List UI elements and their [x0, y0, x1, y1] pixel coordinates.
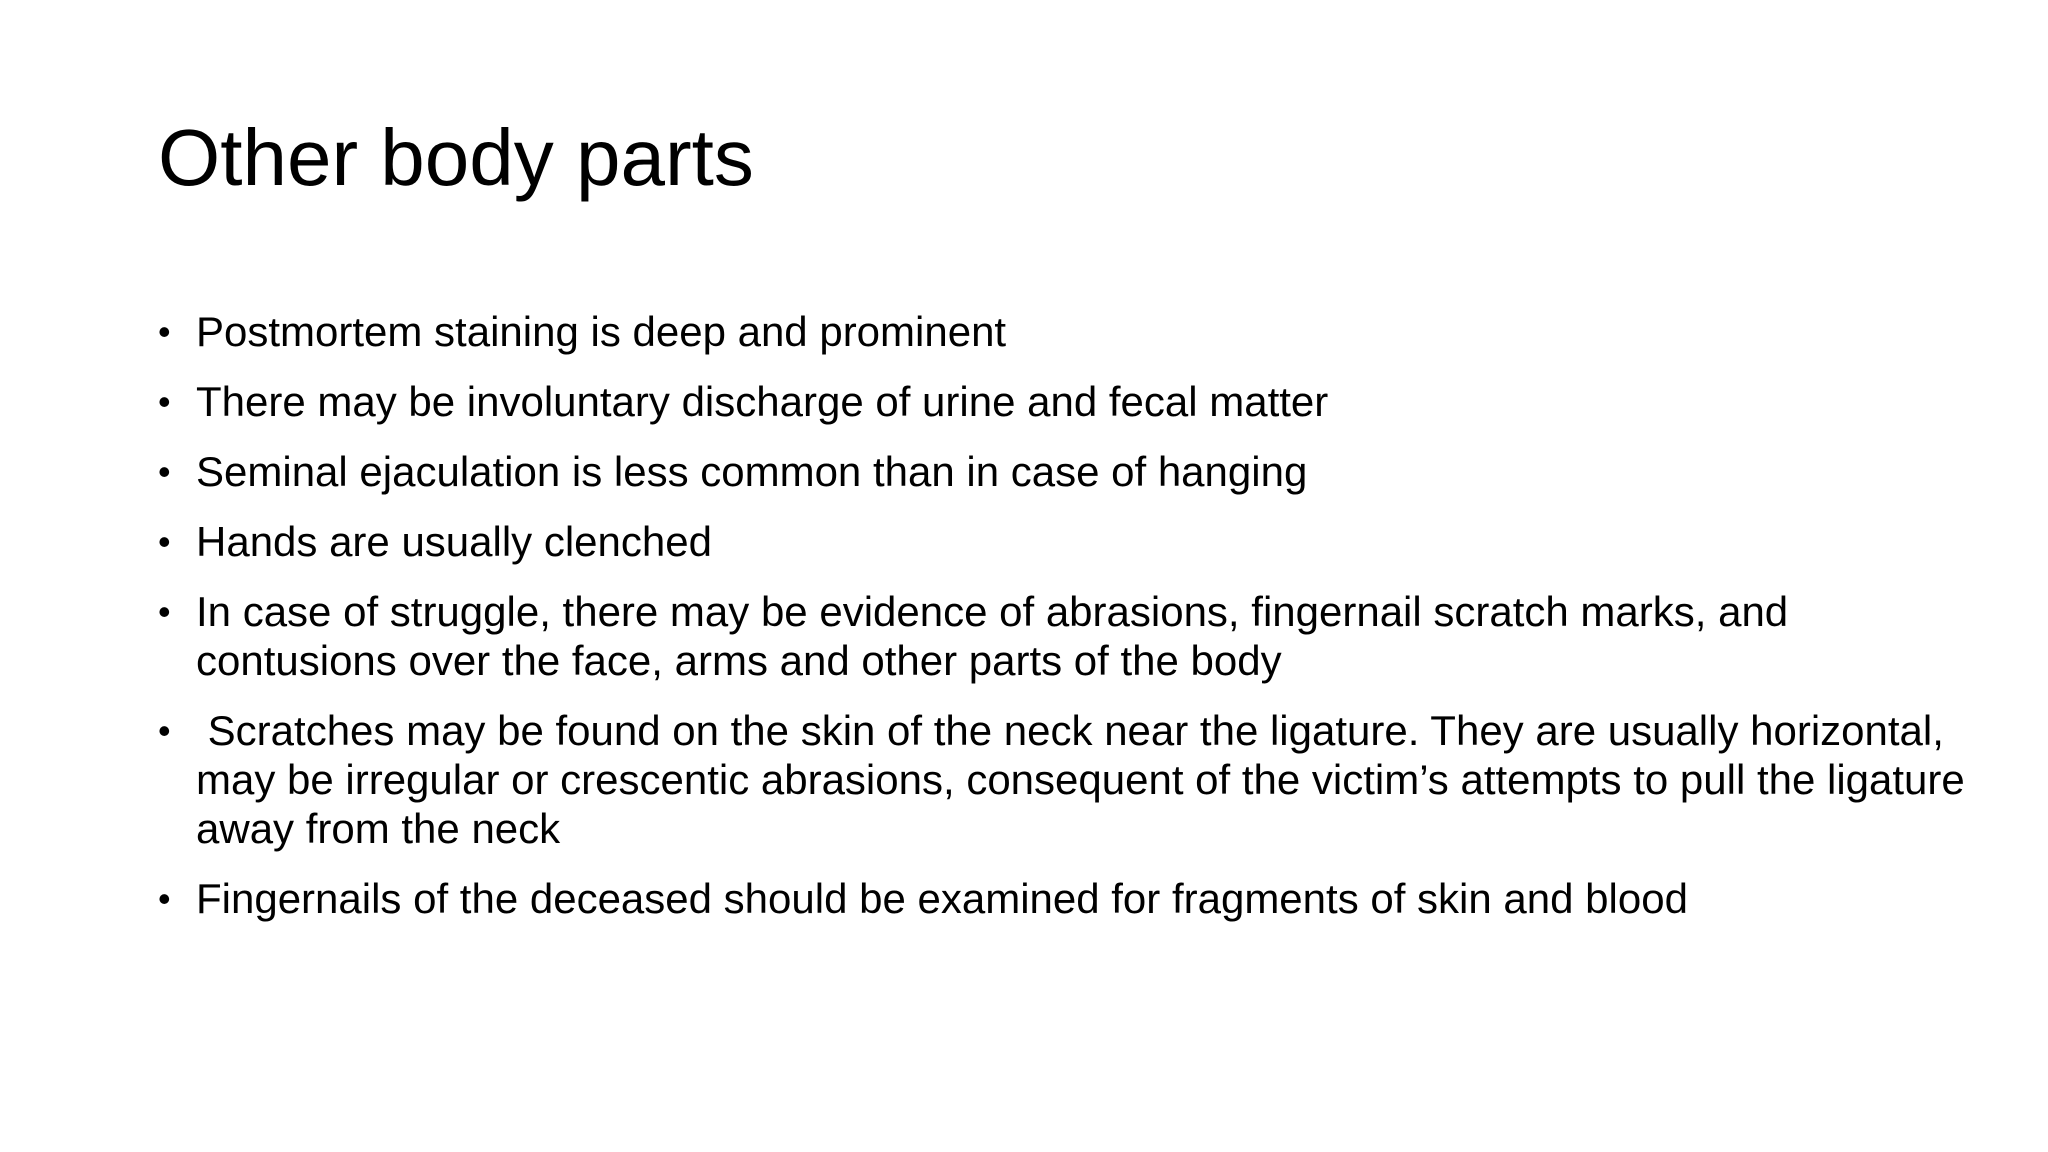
bullet-marker-icon: • — [158, 878, 171, 919]
bullet-list — [158, 307, 1988, 944]
bullet-text: Seminal ejaculation is less common than in case of hanging — [196, 448, 1308, 495]
bullet-item — [158, 517, 1988, 566]
bullet-text: Postmortem staining is deep and prominent — [196, 308, 1007, 355]
bullet-marker-icon: • — [158, 311, 171, 352]
bullet-text: Fingernails of the deceased should be examined for fragments of skin and blood — [196, 875, 1688, 922]
bullet-marker-icon: • — [158, 521, 171, 562]
bullet-text: There may be involuntary discharge of urine and fecal matter — [196, 378, 1329, 425]
bullet-item — [158, 587, 1988, 685]
bullet-text: Scratches may be found on the skin of the neck near the ligature. They are usually horizontal, may be irregular or crescentic abrasions, consequent of the victim’s attempts to pull the ligature away from the neck — [196, 707, 1977, 852]
bullet-item — [158, 874, 1988, 923]
bullet-item — [158, 706, 1988, 853]
bullet-item — [158, 447, 1988, 496]
bullet-marker-icon: • — [158, 381, 171, 422]
bullet-marker-icon: • — [158, 451, 171, 492]
bullet-item — [158, 307, 1988, 356]
bullet-marker-icon: • — [158, 591, 171, 632]
bullet-marker-icon: • — [158, 710, 171, 751]
bullet-text: Hands are usually clenched — [196, 518, 712, 565]
slide-title: Other body parts — [158, 113, 754, 202]
bullet-text: In case of struggle, there may be evidence of abrasions, fingernail scratch marks, and contusions over the face, arms and other parts of the body — [196, 588, 1800, 684]
bullet-item — [158, 377, 1988, 426]
